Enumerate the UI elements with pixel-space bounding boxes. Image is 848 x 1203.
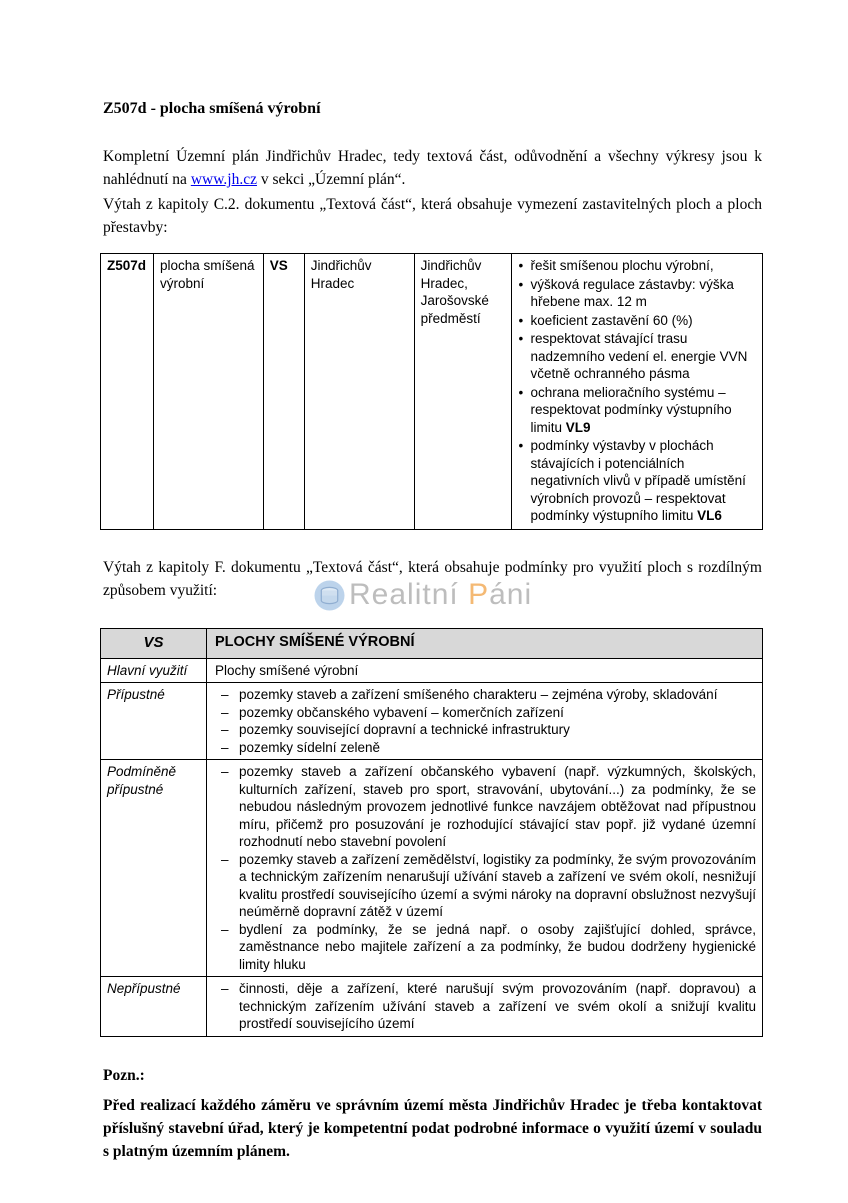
dash-icon: – (220, 722, 229, 737)
header-title-cell: PLOCHY SMÍŠENÉ VÝROBNÍ (206, 628, 762, 658)
bullet-icon: • (518, 258, 524, 273)
list-item (215, 686, 756, 704)
table-row-inadmissible (101, 977, 763, 1037)
jh-cz-link[interactable]: www.jh.cz (190, 171, 257, 188)
intro-text-after-link: v sekci „Územní plán“. (256, 171, 406, 188)
zone-name-cell: plocha smíšená výrobní (153, 254, 263, 530)
chapter-c2-paragraph: Výtah z kapitoly C.2. dokumentu „Textová část“, která obsahuje vymezení zastavitelných ploch a ploch přestavby: (103, 196, 762, 236)
table-row-main-use (101, 658, 763, 683)
condition-text (531, 437, 756, 525)
list-item-text: pozemky související dopravní a technické infrastruktury (238, 722, 570, 737)
bullet-icon: • (518, 384, 524, 400)
dash-icon: – (220, 981, 229, 996)
row-label: Hlavní využití (101, 658, 207, 683)
dash-icon: – (220, 851, 229, 867)
dash-icon: – (220, 704, 229, 720)
condition-item (516, 312, 756, 330)
table-row (101, 254, 763, 530)
list-item (215, 851, 756, 921)
list-item (215, 721, 756, 739)
list-item (215, 739, 756, 757)
chapter-f-paragraph: Výtah z kapitoly F. dokumentu „Textová část“, která obsahuje podmínky pro využití ploch s rozdílným způsobem využití: (103, 558, 762, 599)
list-item-text: pozemky staveb a zařízení smíšeného charakteru – zejména výroby, skladování (238, 687, 718, 702)
condition-text-part: ochrana melioračního systému – respektovat podmínky výstupního limitu (530, 384, 732, 435)
condition-item (516, 437, 756, 525)
list-item (215, 921, 756, 974)
list-item (215, 980, 756, 1033)
condition-item (516, 257, 756, 275)
table-header-row (101, 628, 763, 658)
condition-text (531, 312, 756, 330)
condition-text-part: koeficient zastavění 60 (%) (530, 312, 693, 328)
bullet-icon: • (518, 438, 524, 453)
condition-item (516, 330, 756, 383)
dash-icon: – (220, 687, 229, 702)
condition-text-part: výšková regulace zástavby: výška hřebene max. 12 m (530, 276, 734, 309)
condition-text-part: řešit smíšenou plochu výrobní, (530, 258, 714, 273)
watermark-text-orange: P (468, 578, 490, 611)
list-item-text: pozemky sídelní zeleně (238, 739, 381, 755)
list-item (215, 763, 756, 851)
list-item (215, 704, 756, 722)
row-label: Podmíněně přípustné (101, 760, 207, 977)
condition-bold-part: VL9 (565, 419, 591, 435)
condition-bold-part: VL6 (697, 508, 722, 523)
cadastral-cell: Jindřichův Hradec, Jarošovské předměstí (414, 254, 511, 530)
permitted-list-cell (206, 683, 762, 760)
condition-text-part: podmínky výstavby v plochách stávajících i potenciálních negativních vlivů v případě umístění výrobních provozů – respektovat podmínky výstupního limitu (530, 438, 746, 523)
list-item-text: pozemky občanského vybavení – komerčních zařízení (238, 704, 564, 720)
watermark-text-gray: áni (489, 578, 533, 611)
condition-item (516, 384, 756, 437)
row-label: Přípustné (101, 683, 207, 760)
list-item-text: pozemky staveb a zařízení občanského vybavení (např. výzkumných, školských, kulturních zařízení, staveb pro sport, stravování, ubytování...) za podmínky, že se nebudou následným provozem jednotlivé funkce navzájem obtěžovat nad přípustnou míru, přičemž pro posuzování je rozhodující stávající stav popř. již vydané územní rozhodnutí nebo stavební povolení (238, 764, 756, 849)
intro-text-before-link: Kompletní Územní plán Jindřichův Hradec, tedy textová část, odůvodnění a všechny výkresy jsou k nahlédnutí na (103, 148, 762, 188)
note-text: Před realizací každého záměru ve správním území města Jindřichův Hradec je třeba kontaktovat příslušný stavební úřad, který je kompetentní podat podrobné informace o využití území v souladu s platným územním plánem. (103, 1096, 762, 1160)
condition-text (531, 276, 756, 311)
zone-definition-table (100, 253, 763, 530)
list-item-text: bydlení za podmínky, že se jedná např. o osoby zajišťující dohled, správce, zaměstnance nebo majitele zařízení a za podmínky, že budou dodrženy hygienické limity hluku (238, 921, 756, 972)
condition-item (516, 276, 756, 311)
intro-paragraph (103, 145, 762, 191)
inadmissible-list-cell (206, 977, 762, 1037)
list-item-text: pozemky staveb a zařízení zemědělství, logistiky za podmínky, že svým provozováním a technickým zařízením nenarušují užívání staveb a zařízení ve svém okolí, nesnižují kvalitu prostředí souvisejícího území a svými nároky na dopravní obslužnost nezvyšují neúměrně dopravní zátěž v území (238, 851, 756, 919)
dash-icon: – (220, 739, 229, 755)
row-label: Nepřípustné (101, 977, 207, 1037)
municipality-cell: Jindřichův Hradec (304, 254, 414, 530)
conditional-list-cell (206, 760, 762, 977)
conditions-list (516, 257, 756, 525)
dash-icon: – (220, 921, 229, 937)
header-code-cell: VS (101, 628, 207, 658)
bullet-icon: • (518, 312, 524, 328)
condition-text (531, 257, 756, 275)
zone-code-cell: Z507d (101, 254, 154, 530)
zone-type-cell: VS (263, 254, 304, 530)
note-label: Pozn.: (103, 1066, 145, 1084)
list-item-text: činnosti, děje a zařízení, které narušují svým provozováním (např. dopravou) a technickým zařízením užívání staveb a zařízení ve svém okolí a snižují kvalitu prostředí souvisejícího území (238, 981, 756, 1031)
bullet-icon: • (518, 276, 524, 292)
page-title: Z507d - plocha smíšená výrobní (103, 100, 321, 117)
table-row-permitted (101, 683, 763, 760)
condition-text (531, 384, 756, 437)
dash-icon: – (220, 764, 229, 779)
table-row-conditional (101, 760, 763, 977)
conditions-cell (511, 254, 762, 530)
condition-text (531, 330, 756, 383)
bullet-icon: • (518, 331, 524, 346)
use-conditions-table (100, 628, 763, 1037)
watermark-text-gray: Realitní (349, 578, 469, 611)
main-use-text: Plochy smíšené výrobní (206, 658, 762, 683)
condition-text-part: respektovat stávající trasu nadzemního vedení el. energie VVN včetně ochranného pásma (530, 331, 748, 381)
